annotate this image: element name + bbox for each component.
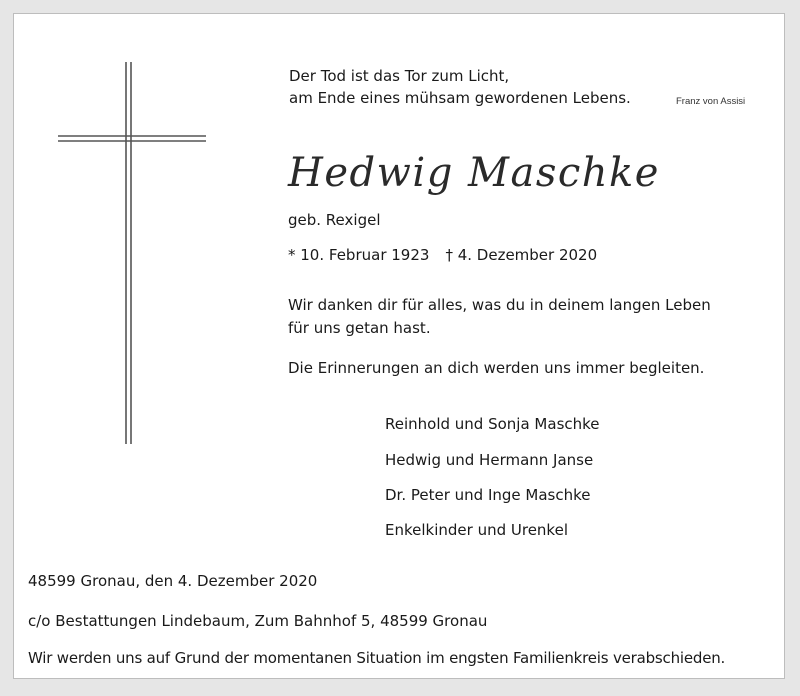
mourner-1: Reinhold und Sonja Maschke xyxy=(385,415,600,433)
quote-line-1: Der Tod ist das Tor zum Licht, xyxy=(289,67,510,85)
message-line-3: Die Erinnerungen an dich werden uns immer begleiten. xyxy=(288,359,705,377)
farewell-notice: Wir werden uns auf Grund der momentanen Situation im engsten Familienkreis verabschieden. xyxy=(28,649,726,667)
life-dates xyxy=(288,245,597,265)
funeral-address: c/o Bestattungen Lindebaum, Zum Bahnhof 5, 48599 Gronau xyxy=(28,612,488,630)
quote-source: Franz von Assisi xyxy=(676,96,746,107)
birth-date: * 10. Februar 1923 xyxy=(288,246,430,264)
birth-name: geb. Rexigel xyxy=(288,211,381,229)
mourner-4: Enkelkinder und Urenkel xyxy=(385,521,568,539)
deceased-name: Hedwig Maschke xyxy=(288,150,660,196)
death-date: † 4. Dezember 2020 xyxy=(445,246,598,264)
message-line-1: Wir danken dir für alles, was du in deinem langen Leben xyxy=(288,296,711,314)
mourner-2: Hedwig und Hermann Janse xyxy=(385,451,594,469)
mourner-3: Dr. Peter und Inge Maschke xyxy=(385,486,591,504)
cross-icon xyxy=(58,62,206,444)
message-line-2: für uns getan hast. xyxy=(288,319,431,337)
quote-line-2: am Ende eines mühsam gewordenen Lebens. xyxy=(289,89,631,107)
obituary-card xyxy=(13,13,785,679)
place-date: 48599 Gronau, den 4. Dezember 2020 xyxy=(28,572,318,590)
